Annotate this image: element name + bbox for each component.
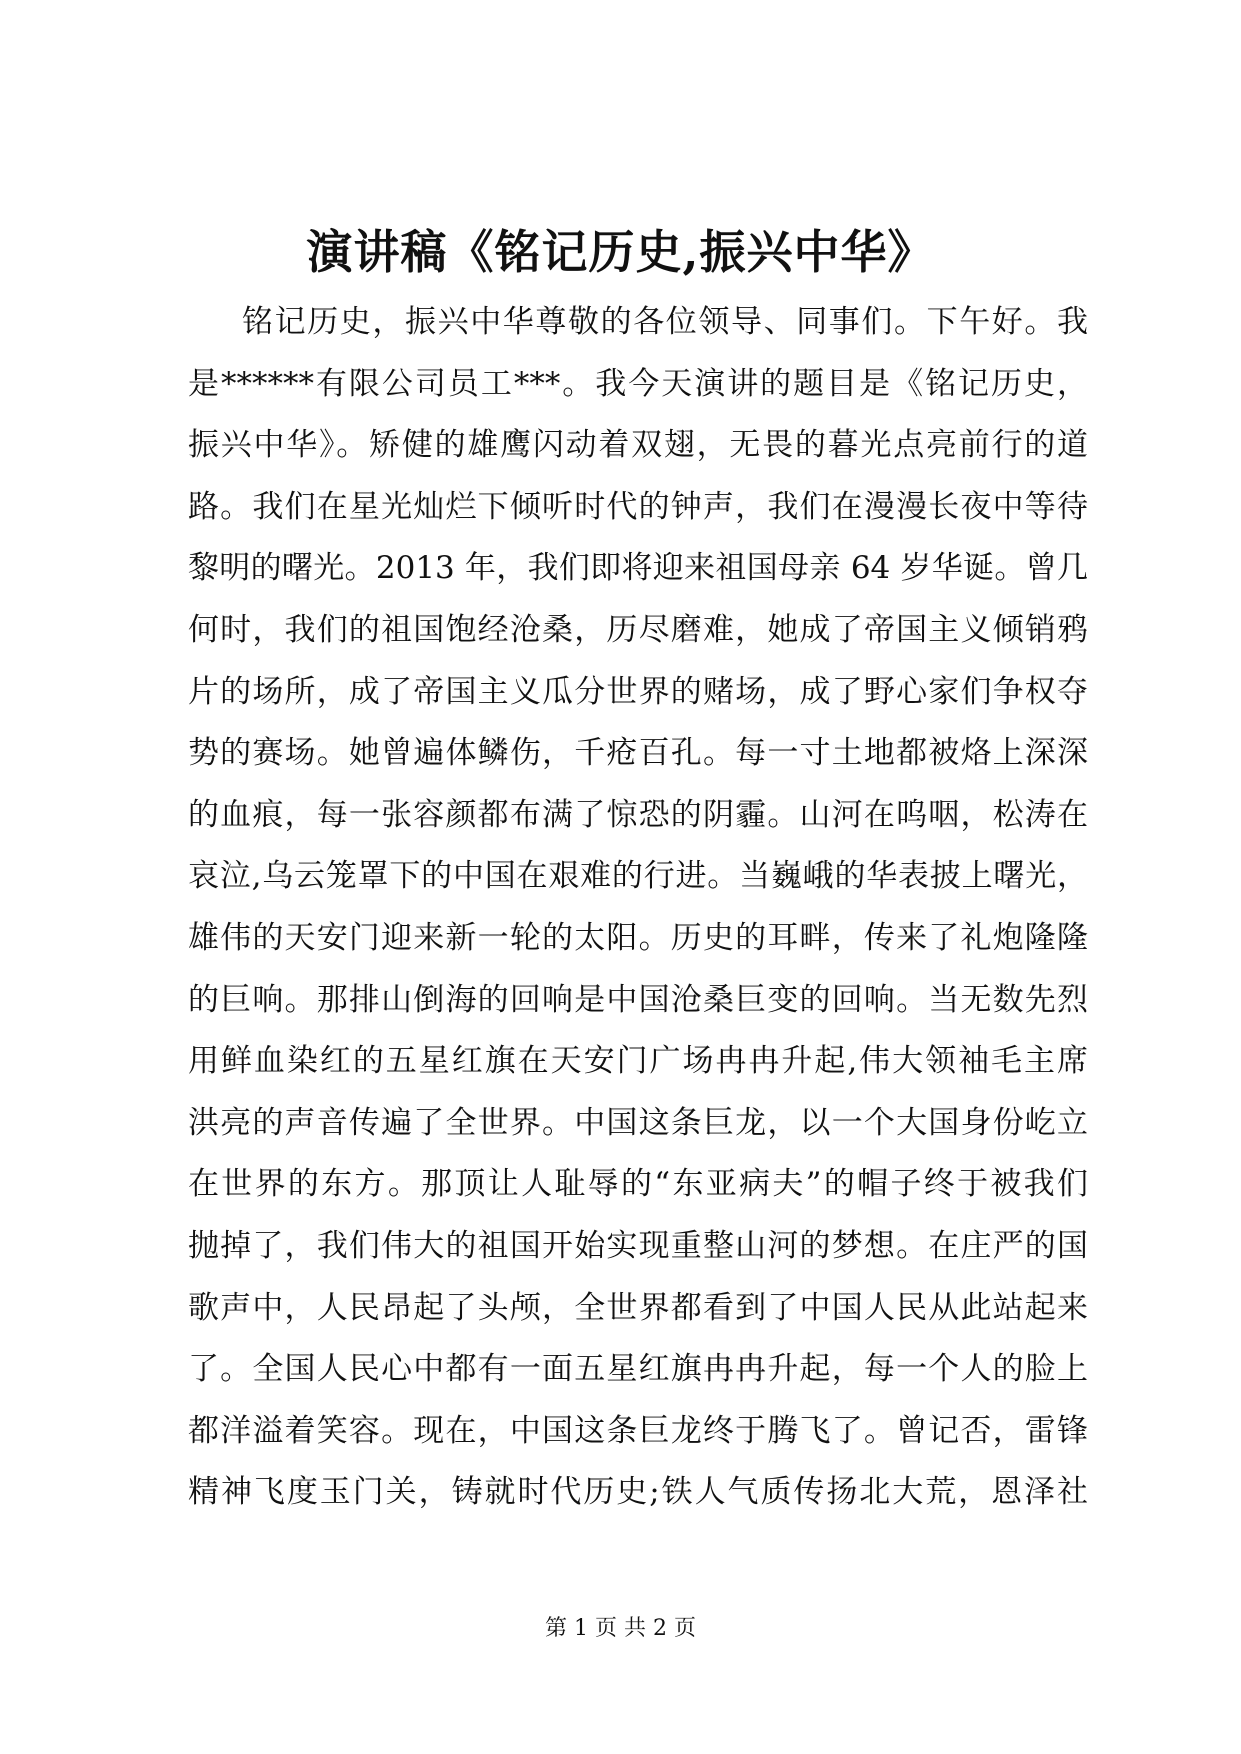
body-line: 振兴中华》。矫健的雄鹰闪动着双翅，无畏的暮光点亮前行的道 (188, 427, 1088, 464)
body-line: 势的赛场。她曾遍体鳞伤，千疮百孔。每一寸土地都被烙上深深 (188, 735, 1088, 772)
document-body (188, 292, 1088, 1524)
body-line: 铭记历史，振兴中华尊敬的各位领导、同事们。下午好。我 (242, 304, 1088, 340)
body-line: 歌声中，人民昂起了头颅，全世界都看到了中国人民从此站起来 (188, 1289, 1088, 1326)
page-footer: 第 1 页 共 2 页 (545, 1616, 696, 1641)
body-line: 的血痕，每一张容颜都布满了惊恐的阴霾。山河在呜咽，松涛在 (188, 796, 1088, 833)
body-line: 抛掉了，我们伟大的祖国开始实现重整山河的梦想。在庄严的国 (188, 1227, 1088, 1264)
body-line: 在世界的东方。那顶让人耻辱的“东亚病夫”的帽子终于被我们 (188, 1166, 1088, 1203)
body-line: 都洋溢着笑容。现在，中国这条巨龙终于腾飞了。曾记否，雷锋 (188, 1412, 1088, 1449)
body-line: 是******有限公司员工***。我今天演讲的题目是《铭记历史， (188, 365, 1088, 402)
body-line: 片的场所，成了帝国主义瓜分世界的赌场，成了野心家们争权夺 (188, 673, 1088, 710)
body-line: 何时，我们的祖国饱经沧桑，历尽磨难，她成了帝国主义倾销鸦 (188, 611, 1088, 648)
body-line: 的巨响。那排山倒海的回响是中国沧桑巨变的回响。当无数先烈 (188, 981, 1088, 1018)
body-line: 哀泣,乌云笼罩下的中国在艰难的行进。当巍峨的华表披上曙光， (188, 858, 1088, 895)
body-line: 黎明的曙光。2013 年，我们即将迎来祖国母亲 64 岁华诞。曾几 (188, 550, 1088, 587)
body-line: 了。全国人民心中都有一面五星红旗冉冉升起，每一个人的脸上 (188, 1351, 1088, 1388)
body-line: 路。我们在星光灿烂下倾听时代的钟声，我们在漫漫长夜中等待 (188, 488, 1088, 525)
body-line: 精神飞度玉门关，铸就时代历史;铁人气质传扬北大荒，恩泽社 (188, 1474, 1088, 1511)
document-title: 演讲稿《铭记历史,振兴中华》 (306, 225, 935, 279)
body-line: 洪亮的声音传遍了全世界。中国这条巨龙，以一个大国身份屹立 (188, 1104, 1088, 1141)
body-line: 用鲜血染红的五星红旗在天安门广场冉冉升起,伟大领袖毛主席 (188, 1043, 1088, 1080)
body-line: 雄伟的天安门迎来新一轮的太阳。历史的耳畔，传来了礼炮隆隆 (188, 919, 1088, 956)
